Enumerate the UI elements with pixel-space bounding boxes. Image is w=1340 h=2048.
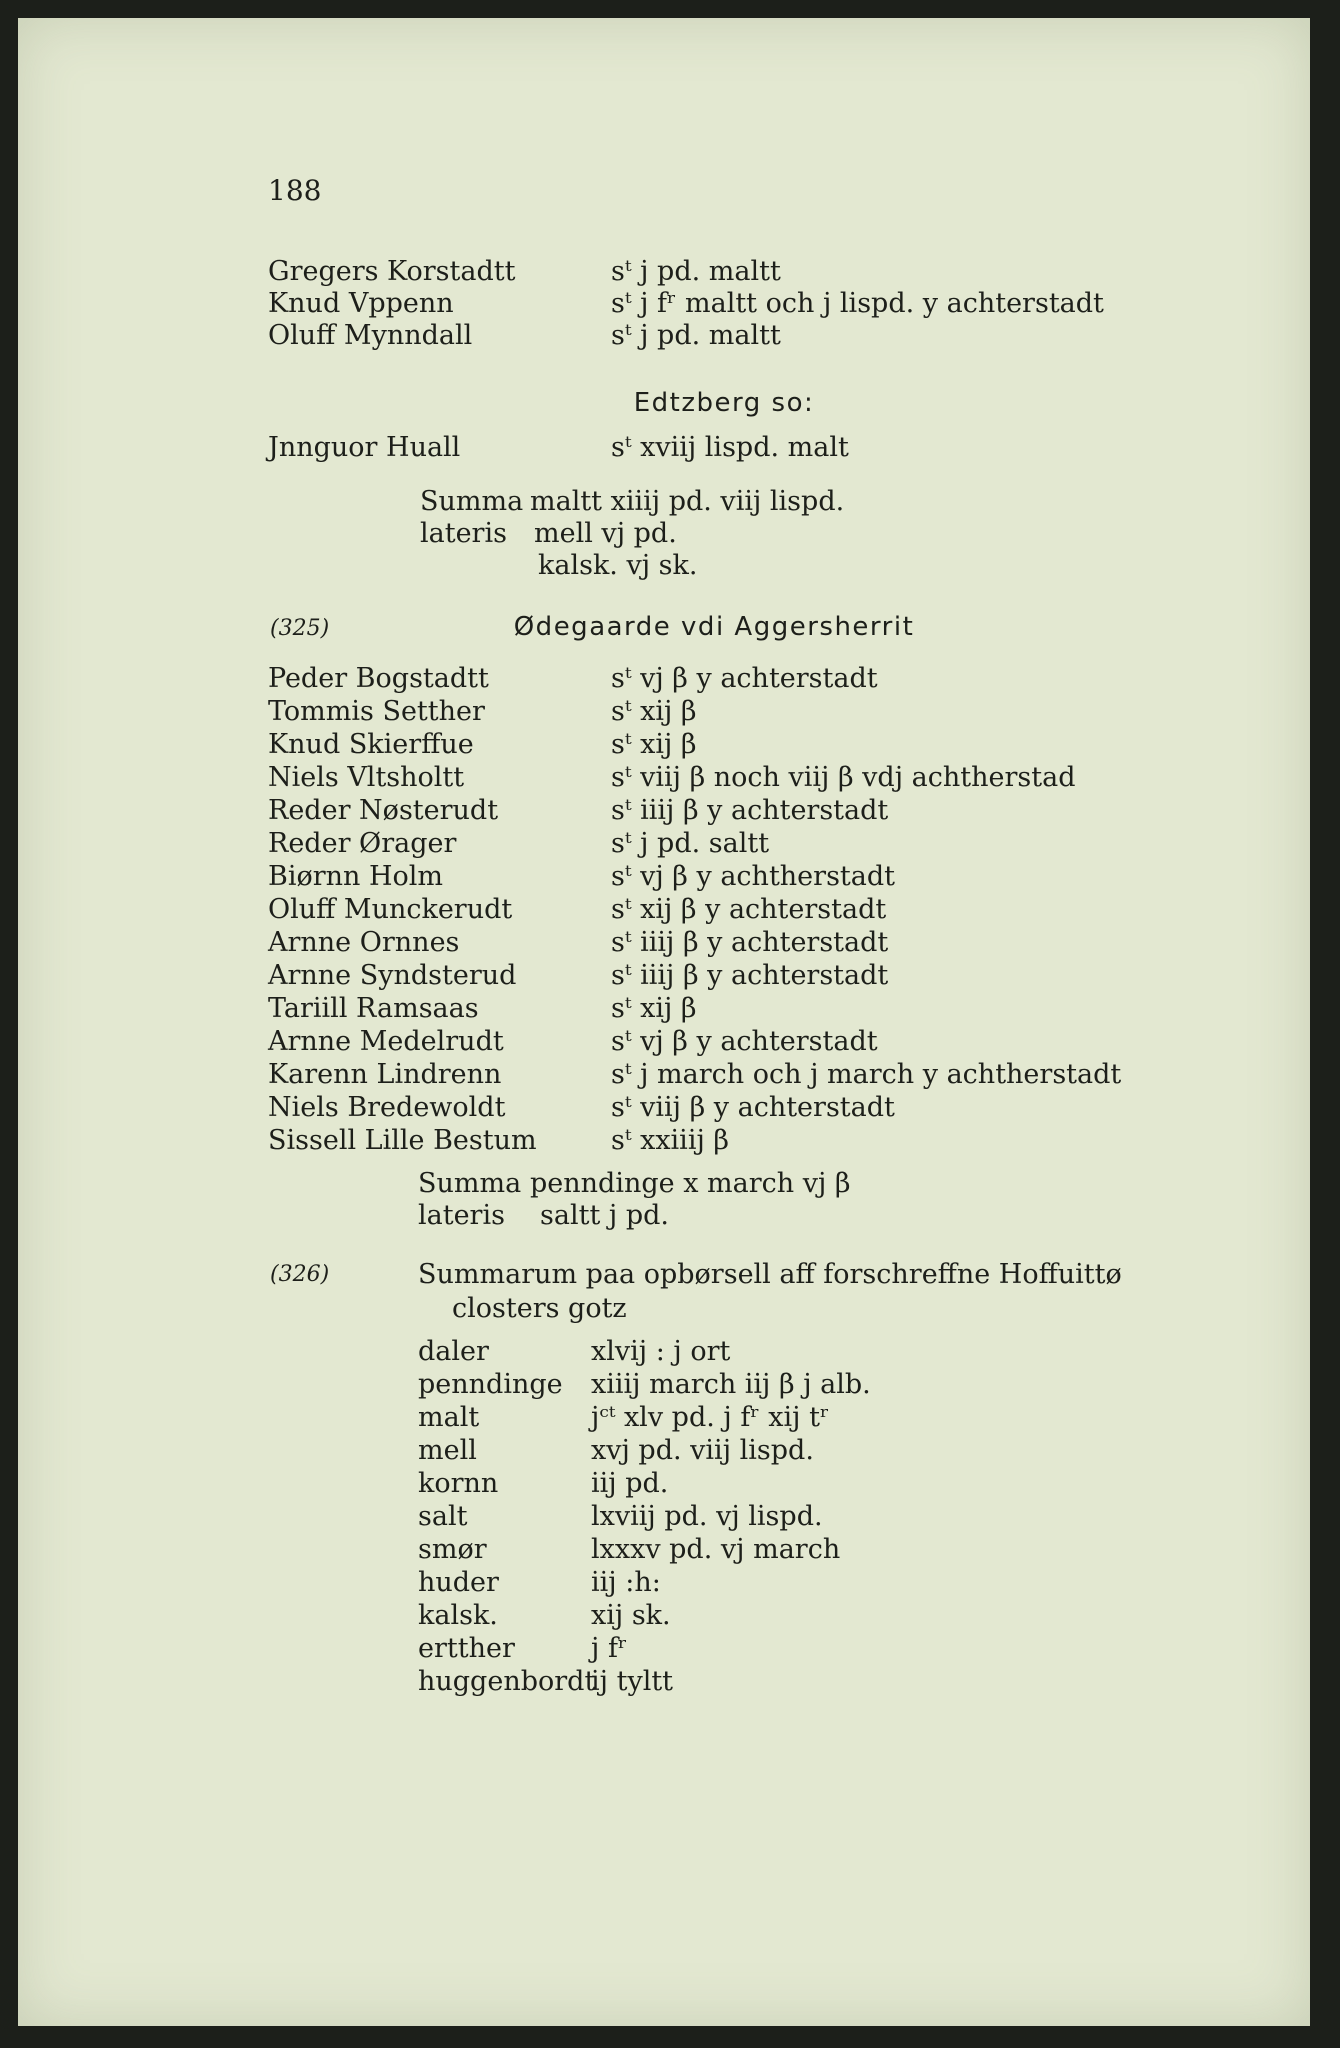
entry-value: sᵗ vj β y achterstadt (611, 1026, 878, 1057)
entry-name: Knud Vppenn (268, 288, 454, 319)
summary-label: Summa (420, 486, 524, 517)
total-value: xvj pd. viij lispd. (591, 1435, 814, 1466)
entry-value: sᵗ j fʳ maltt och j lispd. y achterstadt (611, 288, 1104, 319)
total-label: kornn (418, 1468, 499, 1499)
entry-value: sᵗ vj β y achtherstadt (611, 861, 896, 892)
entry-name: Tariill Ramsaas (268, 993, 479, 1024)
entry-value: sᵗ xij β (611, 696, 697, 727)
entry-name: Sissell Lille Bestum (268, 1125, 537, 1156)
entry-value: sᵗ iiij β y achterstadt (611, 927, 889, 958)
section-heading-odegaarde: Ødegaarde vdi Aggersherrit (513, 612, 915, 642)
total-value: lxviij pd. vj lispd. (591, 1501, 823, 1532)
summarum-paragraph (418, 1258, 1238, 1326)
total-label: malt (418, 1402, 480, 1433)
total-value: lxxxv pd. vj march (591, 1534, 841, 1565)
entry-value: sᵗ xij β y achterstadt (611, 894, 887, 925)
summary-value: saltt j pd. (540, 1200, 669, 1231)
entry-value: sᵗ xviij lispd. malt (611, 432, 849, 463)
section-heading-edtzberg: Edtzberg so: (633, 388, 815, 418)
total-label: ertther (418, 1633, 515, 1664)
summary-value: maltt xiiij pd. viij lispd. (530, 486, 845, 517)
summarum-text-line1: Summarum paa opbørsell aff forschreffne Hoffuittø (418, 1259, 1122, 1290)
entry-name: Reder Ørager (268, 828, 457, 859)
entry-value: sᵗ iiij β y achterstadt (611, 795, 889, 826)
entry-name: Karenn Lindrenn (268, 1059, 502, 1090)
total-label: penndinge (418, 1369, 563, 1400)
total-label: huder (418, 1567, 499, 1598)
entry-name: Niels Bredewoldt (268, 1092, 506, 1123)
entry-value: sᵗ viij β noch viij β vdj achtherstad (611, 762, 1076, 793)
total-label: salt (418, 1501, 468, 1532)
entry-name: Tommis Setther (268, 696, 485, 727)
summary-label: lateris (420, 518, 507, 549)
entry-value: sᵗ j pd. maltt (611, 320, 781, 351)
entry-name: Oluff Mynndall (268, 320, 473, 351)
entry-value: sᵗ xij β (611, 729, 697, 760)
document-page (18, 18, 1310, 2026)
entry-name: Arnne Syndsterud (268, 960, 517, 991)
entry-value: sᵗ j pd. saltt (611, 828, 770, 859)
total-label: kalsk. (418, 1600, 498, 1631)
total-value: j fʳ (591, 1633, 628, 1664)
summary-value: penndinge x march vj β (530, 1168, 851, 1199)
entry-value: sᵗ vj β y achterstadt (611, 663, 878, 694)
total-label: mell (418, 1435, 477, 1466)
entry-name: Jnnguor Huall (268, 432, 461, 463)
entry-name: Niels Vltsholtt (268, 762, 465, 793)
entry-value: sᵗ xxiiij β (611, 1125, 730, 1156)
total-label: huggenbordt (418, 1666, 596, 1697)
entry-value: sᵗ j march och j march y achtherstadt (611, 1059, 1122, 1090)
entry-name: Arnne Medelrudt (268, 1026, 504, 1057)
entry-name: Biørnn Holm (268, 861, 444, 892)
entry-value: sᵗ viij β y achterstadt (611, 1092, 895, 1123)
entry-name: Reder Nøsterudt (268, 795, 499, 826)
reference-number: (325) (270, 616, 330, 641)
entry-name: Arnne Ornnes (268, 927, 460, 958)
total-value: xlvij : j ort (591, 1336, 731, 1367)
total-label: smør (418, 1534, 487, 1565)
total-value: ij tyltt (591, 1666, 674, 1697)
entry-name: Oluff Munckerudt (268, 894, 513, 925)
summary-value: kalsk. vj sk. (538, 550, 698, 581)
entry-value: sᵗ xij β (611, 993, 697, 1024)
total-label: daler (418, 1336, 489, 1367)
total-value: xiiij march iij β j alb. (591, 1369, 871, 1400)
entry-value: sᵗ j pd. maltt (611, 256, 781, 287)
summary-label: Summa (418, 1168, 522, 1199)
total-value: jᶜᵗ xlv pd. j fʳ xij tʳ (591, 1402, 830, 1433)
total-value: iij :h: (591, 1567, 661, 1598)
reference-number: (326) (270, 1262, 330, 1287)
total-value: iij pd. (591, 1468, 669, 1499)
summary-value: mell vj pd. (534, 518, 677, 549)
entry-name: Peder Bogstadtt (268, 663, 489, 694)
entry-name: Gregers Korstadtt (268, 256, 516, 287)
summarum-text-line2: closters gotz (452, 1293, 627, 1324)
entry-value: sᵗ iiij β y achterstadt (611, 960, 889, 991)
total-value: xij sk. (591, 1600, 671, 1631)
summary-label: lateris (418, 1200, 505, 1231)
page-number: 188 (268, 174, 322, 207)
entry-name: Knud Skierffue (268, 729, 474, 760)
